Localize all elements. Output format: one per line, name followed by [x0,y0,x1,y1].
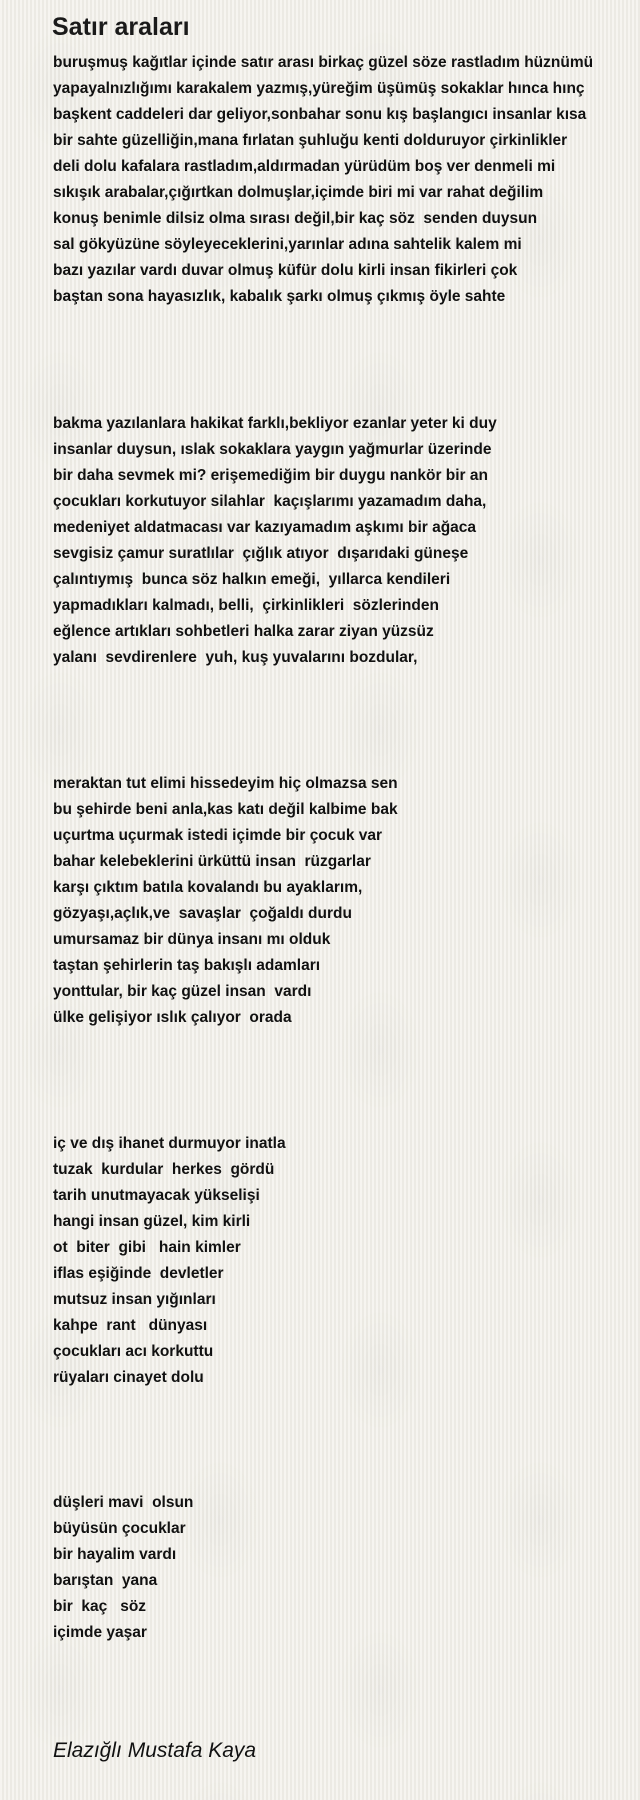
poem-line: yapmadıkları kalmadı, belli, çirkinlikleri sözlerinden [53,597,439,614]
poem-line: buruşmuş kağıtlar içinde satır arası birkaç güzel söze rastladım hüznümü [53,54,594,71]
poem-line: tuzak kurdular herkes gördü [53,1161,275,1178]
poem-line: sıkışık arabalar,çığırtkan dolmuşlar,içimde biri mi var rahat değilim [53,184,544,201]
stanza-4 [53,1131,286,1391]
poem-line: eğlence artıkları sohbetleri halka zarar ziyan yüzsüz [53,623,434,640]
stanza-2 [53,411,497,671]
poem-line: başkent caddeleri dar geliyor,sonbahar sonu kış başlangıcı insanlar kısa [53,106,587,123]
poem-line: bir hayalim vardı [53,1546,177,1563]
poem-line: mutsuz insan yığınları [53,1291,216,1308]
poem-line: çalıntıymış bunca söz halkın emeği, yıllarca kendileri [53,571,451,588]
poem-line: bir daha sevmek mi? erişemediğim bir duygu nankör bir an [53,467,488,484]
poem-line: hangi insan güzel, kim kirli [53,1213,251,1230]
poem-line: baştan sona hayasızlık, kabalık şarkı olmuş çıkmış öyle sahte [53,288,506,305]
poem-title: Satır araları [52,13,190,41]
poem-line: umursamaz bir dünya insanı mı olduk [53,931,331,948]
poem-line: bakma yazılanlara hakikat farklı,bekliyor ezanlar yeter ki duy [53,415,497,432]
poem-line: yapayalnızlığımı karakalem yazmış,yüreğim üşümüş sokaklar hınca hınç [53,80,585,97]
poem-line: karşı çıktım batıla kovalandı bu ayaklarım, [53,879,363,896]
poem-line: barıştan yana [53,1572,158,1589]
poem-line: bu şehirde beni anla,kas katı değil kalbime bak [53,801,398,818]
poem-line: düşleri mavi olsun [53,1494,194,1511]
poem-line: rüyaları cinayet dolu [53,1369,204,1386]
poem-line: medeniyet aldatmacası var kazıyamadım aşkımı bir ağaca [53,519,477,536]
stanza-5 [53,1490,193,1646]
poem-line: iflas eşiğinde devletler [53,1265,224,1282]
poem-line: ot biter gibi hain kimler [53,1239,241,1256]
poem-author: Elazığlı Mustafa Kaya [53,1739,257,1762]
poem-line: bazı yazılar vardı duvar olmuş küfür dolu kirli insan fikirleri çok [53,262,518,279]
poem-line: insanlar duysun, ıslak sokaklara yaygın yağmurlar üzerinde [53,441,492,458]
poem-line: iç ve dış ihanet durmuyor inatla [53,1135,286,1152]
poem-line: yonttular, bir kaç güzel insan vardı [53,983,312,1000]
stanza-1 [53,50,593,310]
stanza-3 [53,771,398,1031]
poem-line: kahpe rant dünyası [53,1317,208,1334]
poem-line: bir sahte güzelliğin,mana fırlatan şuhluğu kenti dolduruyor çirkinlikler [53,132,568,149]
poem-line: yalanı sevdirenlere yuh, kuş yuvalarını bozdular, [53,649,418,666]
poem-line: konuş benimle dilsiz olma sırası değil,bir kaç söz senden duysun [53,210,538,227]
poem-line: çocukları acı korkuttu [53,1343,214,1360]
poem-line: taştan şehirlerin taş bakışlı adamları [53,957,321,974]
poem-line: bahar kelebeklerini ürküttü insan rüzgarlar [53,853,371,870]
poem-line: sevgisiz çamur suratlılar çığlık atıyor dışarıdaki güneşe [53,545,469,562]
poem-line: gözyaşı,açlık,ve savaşlar çoğaldı durdu [53,905,352,922]
poem-line: büyüsün çocuklar [53,1520,186,1537]
poem-line: içimde yaşar [53,1624,147,1641]
poem-line: uçurtma uçurmak istedi içimde bir çocuk var [53,827,383,844]
poem-line: meraktan tut elimi hissedeyim hiç olmazsa sen [53,775,398,792]
poem-line: çocukları korkutuyor silahlar kaçışlarımı yazamadım daha, [53,493,487,510]
poem-line: sal gökyüzüne söyleyeceklerini,yarınlar adına sahtelik kalem mi [53,236,522,253]
poem-line: ülke gelişiyor ıslık çalıyor orada [53,1009,292,1026]
poem-line: tarih unutmayacak yükselişi [53,1187,260,1204]
poem-line: bir kaç söz [53,1598,147,1615]
poem-line: deli dolu kafalara rastladım,aldırmadan yürüdüm boş ver denmeli mi [53,158,556,175]
